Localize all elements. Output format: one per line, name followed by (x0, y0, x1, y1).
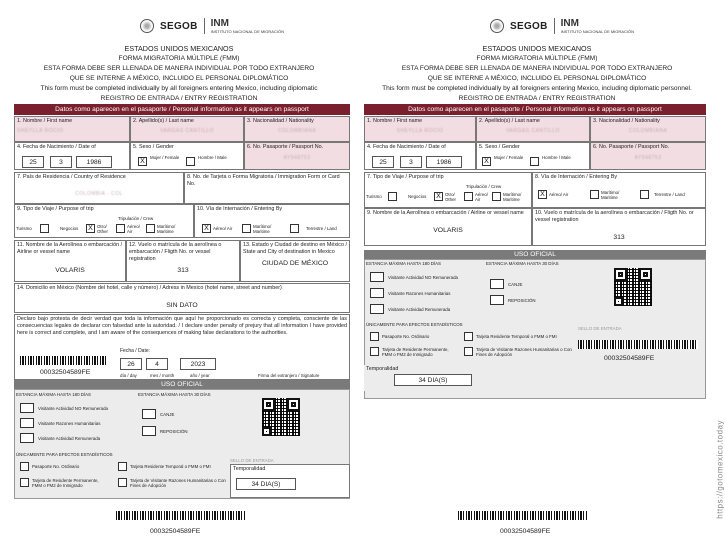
header-line-5: This form must be completed individually by all foreigners entering Mexico, including diplomatic (40, 85, 318, 92)
male-checkbox[interactable] (186, 157, 195, 166)
date-month-sub: mes / month (150, 373, 175, 378)
address-field[interactable]: 14. Domicilio en México (Nombre del hotel, calle y número) / Adress in Mexico (hotel name, street and number) SIN DATO (14, 283, 350, 313)
form-header (0, 44, 358, 104)
land-checkbox[interactable] (290, 224, 299, 233)
header-line-3: ESTA FORMA DEBE SER LLENADA DE MANERA INDIVIDUAL POR TODO EXTRANJERO (401, 65, 673, 72)
reposicion-label: REPOSICIÓN (508, 298, 536, 303)
dob-year[interactable]: 1986 (76, 156, 112, 168)
fmm-form-right (362, 0, 712, 556)
perm-resident-label: Tarjeta de Residente Permanente, FMM o FM2 de Inmigrado (32, 478, 99, 488)
fmm-form-left (0, 0, 358, 556)
temp-resident-label: Tarjeta Residente Temporal o FMM o FMI (476, 334, 557, 339)
female-label: Mujer / Female (494, 155, 524, 160)
nationality-field[interactable]: 3. Nacionalidad / Nationality COLOMBIANA (590, 116, 706, 142)
paid-label: Visitante Actividad Remunerada (388, 307, 451, 312)
female-checkbox[interactable]: X (138, 157, 147, 166)
canje-label: CANJE (160, 412, 175, 417)
header-line-3: ESTA FORMA DEBE SER LLENADA DE MANERA INDIVIDUAL POR TODO EXTRANJERO (43, 65, 315, 72)
seal-icon (490, 19, 504, 33)
header-line-6: REGISTRO DE ENTRADA / ENTRY REGISTRATION (458, 95, 616, 102)
tourism-label: Turismo (366, 194, 382, 199)
crew-air-label: Aéreo/ Air (127, 224, 140, 234)
crew-sea-label: Marítimo/ Maritime (503, 192, 522, 202)
canje-checkbox[interactable] (490, 279, 504, 289)
nationality-field[interactable]: 3. Nacionalidad / Nationality COLOMBIANA (244, 116, 350, 142)
logo-divider (204, 18, 205, 34)
adoption-label: Tarjeta de Visitante Razones Humanitarias o Con Fines de Adopción (476, 347, 572, 357)
segob-logo: SEGOB (160, 20, 198, 32)
header-line-1: ESTADOS UNIDOS MEXICANOS (482, 44, 592, 53)
adoption-checkbox[interactable] (118, 478, 127, 487)
header-line-4: QUE SE INTERNE A MÉXICO, INCLUIDO EL PERSONAL DIPLOMÁTICO (69, 75, 289, 82)
logo-divider (554, 18, 555, 34)
paid-label: Visitante Actividad Remunerada (38, 436, 101, 441)
temporality-field: Temporalidad (364, 365, 504, 391)
signature-label: Firma del extranjero / Signature (258, 373, 320, 378)
inm-logo: INM INSTITUTO NACIONAL DE MIGRACIÓN (210, 18, 284, 34)
business-checkbox[interactable]: X (86, 224, 95, 233)
barcode-bottom (116, 511, 246, 520)
header-line-6: REGISTRO DE ENTRADA / ENTRY REGISTRATION (100, 95, 258, 102)
crew-air-label: Aéreo/ Air (475, 192, 488, 202)
female-checkbox[interactable]: X (482, 157, 491, 166)
tourism-label: Turismo (16, 226, 32, 231)
form-number-top: 00032504589FE (40, 369, 91, 376)
inm-logo: INM INSTITUTO NACIONAL DE MIGRACIÓN (560, 18, 634, 34)
date-year[interactable]: 2023 (180, 358, 216, 370)
flight-field[interactable]: 10. Vuelo o matrícula de la aerolínea o embarcación / Fligth No. or vessel registration 313 (532, 208, 706, 246)
stay-180-label: ESTANCIA MÁXIMA HASTA 180 DÍAS (366, 261, 441, 266)
date-year-sub: año / year (190, 373, 210, 378)
seal-icon (140, 19, 154, 33)
humanitarian-checkbox[interactable] (370, 288, 384, 298)
maritime-checkbox[interactable] (242, 224, 251, 233)
adoption-checkbox[interactable] (464, 347, 473, 356)
gender-field: 5. Sexo / Gender (476, 142, 590, 170)
business-checkbox[interactable]: X (434, 192, 443, 201)
logo-group (140, 18, 284, 34)
crew-label: Tripulación / Crew (466, 184, 502, 189)
air-checkbox[interactable]: X (202, 224, 211, 233)
male-checkbox[interactable] (530, 157, 539, 166)
adoption-label: Tarjeta de Visitante Razones Humanitarias o Con Fines de Adopción (130, 478, 226, 488)
female-label: Mujer / Female (150, 155, 180, 160)
dob-day[interactable]: 25 (372, 156, 394, 168)
airline-field[interactable]: 11. Nombre de la Aerolínea o embarcación / Airline or vessel name VOLARIS (14, 240, 126, 282)
crew-sea-checkbox[interactable] (146, 224, 155, 233)
land-label: Terrestre / Land (306, 226, 337, 231)
temp-resident-checkbox[interactable] (464, 332, 473, 341)
dob-field: 4. Fecha de Nacimiento / Date of (14, 142, 130, 170)
last-name-field[interactable]: 2. Apellido(s) / Last name VARGAS CANTILLO (476, 116, 590, 142)
passport-info-bar: Datos como aparecen en el pasaporte / Personal information as it appears on passport (364, 104, 706, 115)
dob-field: 4. Fecha de Nacimiento / Date of (364, 142, 476, 170)
no-paid-label: Visitante Actividad NO Remunerada (38, 406, 108, 411)
perm-resident-label: Tarjeta de Residente Permanente, FMM o FM2 de Inmigrado (382, 347, 449, 357)
air-checkbox[interactable]: X (538, 190, 547, 199)
maritime-checkbox[interactable] (590, 190, 599, 199)
no-paid-checkbox[interactable] (20, 403, 34, 413)
paid-checkbox[interactable] (20, 433, 34, 443)
other-label: Otro/ Other (445, 192, 456, 202)
paid-checkbox[interactable] (370, 304, 384, 314)
qr-code (262, 398, 300, 436)
canje-checkbox[interactable] (142, 409, 156, 419)
other-label: Otro/ Other (97, 224, 108, 234)
business-label: Negocios (60, 226, 79, 231)
ordinary-label: Pasaporte No. Ordinario (32, 464, 80, 469)
humanitarian-checkbox[interactable] (20, 418, 34, 428)
first-name-field[interactable]: 1. Nombre / First name SHEYLLA ROCIO (364, 116, 476, 142)
first-name-field[interactable]: 1. Nombre / First name SHEYLLA ROCIO (14, 116, 130, 142)
destination-field[interactable]: 13. Estado y Ciudad de destino en México / State and City of destination in Mexico CIUDAD DE MÉXICO (240, 240, 350, 282)
business-label: Negocios (408, 194, 427, 199)
passport-info-bar: Datos como aparecen en el pasaporte / Personal information as it appears on passport (14, 104, 350, 115)
immigration-card-field[interactable]: 8. No. de Tarjeta o Forma Migratoria / Immigration Form or Card No. (184, 172, 350, 204)
humanitarian-label: Visitante Razones Humanitarias (38, 421, 101, 426)
header-line-2: FORMA MIGRATORIA MÚLTIPLE (FMM) (476, 55, 598, 62)
logo-group (490, 18, 634, 34)
temporality-field: Temporalidad (230, 464, 350, 498)
date-day-sub: día / day (120, 373, 137, 378)
statistics-label: ÚNICAMENTE PARA EFECTOS ESTADÍSTICOS (366, 322, 463, 327)
form-number-bottom: 00032504589FE (150, 528, 201, 535)
air-label: Aéreo/ Air (549, 192, 569, 197)
declaration-text: Declaro bajo protesta de decir verdad que toda la información que aquí he proporcionado es correcta y completa, consciente de las consecuencias legales de declarar con falsedad ante la autoridad. / I declare under penalty of prejury that all information I have provided here is correct and complete, and I am aware of the consequences of making false declarations to the authorities. (17, 316, 347, 336)
dob-year[interactable]: 1986 (426, 156, 462, 168)
header-line-4: QUE SE INTERNE A MÉXICO, INCLUIDO EL PERSONAL DIPLOMÁTICO (427, 75, 647, 82)
perm-resident-checkbox[interactable] (370, 347, 379, 356)
temporality-days[interactable]: 34 DIA(S) (394, 374, 472, 386)
tourism-checkbox[interactable] (388, 192, 397, 201)
crew-sea-checkbox[interactable] (492, 192, 501, 201)
no-paid-label: Visitante Actividad NO Remunerada (388, 275, 458, 280)
maritime-label: Marítimo/ Maritime (601, 190, 620, 200)
maritime-label: Marítimo/ Maritime (253, 224, 272, 234)
no-paid-checkbox[interactable] (370, 272, 384, 282)
temp-resident-checkbox[interactable] (118, 462, 127, 471)
date-day[interactable]: 26 (120, 358, 142, 370)
segob-logo: SEGOB (510, 20, 548, 32)
reposicion-label: REPOSICIÓN (160, 429, 188, 434)
temporality-days[interactable]: 34 DIA(S) (236, 478, 296, 490)
airline-field[interactable]: 9. Nombre de la Aerolínea o embarcación / Airline or vessel name VOLARIS (364, 208, 532, 246)
land-label: Terrestre / Land (654, 192, 685, 197)
land-checkbox[interactable] (640, 190, 649, 199)
site-watermark: https://gotomexico.today (716, 420, 725, 519)
ordinary-label: Pasaporte No. Ordinario (382, 334, 430, 339)
stay-180-label: ESTANCIA MÁXIMA HASTA 180 DÍAS (16, 392, 91, 397)
barcode-bottom (458, 511, 588, 520)
crew-sea-label: Marítimo/ Maritime (157, 224, 176, 234)
purpose-trip-field: 9. Tipo de Viaje / Purpose of trip (14, 204, 194, 238)
form-number-bottom: 00032504589FE (500, 528, 551, 535)
header-line-2: FORMA MIGRATORIA MÚLTIPLE (FMM) (118, 55, 240, 62)
header-line-1: ESTADOS UNIDOS MEXICANOS (124, 44, 234, 53)
reposicion-checkbox[interactable] (490, 295, 504, 305)
stamp-label: SELLO DE ENTRADA (230, 458, 274, 463)
passport-no-field[interactable]: 6. No. Pasaporte / Passport No. AY948753 (590, 142, 706, 170)
barcode-top (578, 340, 698, 349)
dob-day[interactable]: 25 (22, 156, 44, 168)
purpose-trip-field: 7. Tipo de Viaje / Purpose of trip (364, 172, 532, 208)
header-line-5: This form must be completed individually by all foreigners entering Mexico, including diplomatic personnel. (382, 85, 692, 92)
reposicion-checkbox[interactable] (142, 426, 156, 436)
dob-month[interactable]: 3 (400, 156, 422, 168)
entering-by-field: 10. Vía de Internación / Entering By (194, 204, 350, 238)
tourism-checkbox[interactable] (40, 224, 49, 233)
crew-label: Tripulación / Crew (118, 216, 154, 221)
crew-air-checkbox[interactable] (464, 192, 473, 201)
last-name-field[interactable]: 2. Apellido(s) / Last name VARGAS CANTILLO (130, 116, 244, 142)
qr-code (614, 268, 652, 306)
official-use-bar: USO OFICIAL (364, 250, 706, 259)
flight-field[interactable]: 12. Vuelo o matrícula de la aerolínea o embarcación / Fligth No. or vessel registration 313 (126, 240, 240, 282)
form-number-top: 00032504589FE (604, 355, 655, 362)
statistics-label: ÚNICAMENTE PARA EFECTOS ESTADÍSTICOS (16, 452, 113, 457)
crew-air-checkbox[interactable] (116, 224, 125, 233)
ordinary-checkbox[interactable] (370, 332, 379, 341)
humanitarian-label: Visitante Razones Humanitarias (388, 291, 451, 296)
stay-30-label: ESTANCIA MÁXIMA HASTA 30 DÍAS (138, 392, 211, 397)
male-label: Hombre / Male (198, 155, 227, 160)
air-label: Aéreo/ Air (213, 226, 233, 231)
perm-resident-checkbox[interactable] (20, 478, 29, 487)
barcode-top (20, 356, 106, 365)
gender-field: 5. Sexo / Gender (130, 142, 244, 170)
official-use-bar: USO OFICIAL (14, 380, 350, 389)
stay-30-label: ESTANCIA MÁXIMA HASTA 30 DÍAS (486, 261, 559, 266)
ordinary-checkbox[interactable] (20, 462, 29, 471)
passport-no-field[interactable]: 6. No. Pasaporte / Passport No. AY948753 (244, 142, 350, 170)
canje-label: CANJE (508, 282, 523, 287)
temp-resident-label: Tarjeta Residente Temporal o FMM o FMI (130, 464, 211, 469)
date-month[interactable]: 4 (146, 358, 168, 370)
country-residence-field[interactable]: 7. País de Residencia / Country of Residence COLOMBIA - COL (14, 172, 184, 204)
form-header (362, 44, 712, 104)
date-label: Fecha / Date: (120, 348, 151, 354)
male-label: Hombre / Male (542, 155, 571, 160)
stamp-label: SELLO DE ENTRADA (578, 326, 622, 331)
dob-month[interactable]: 3 (50, 156, 72, 168)
entering-by-field: 8. Vía de Internación / Entering By (532, 172, 706, 208)
